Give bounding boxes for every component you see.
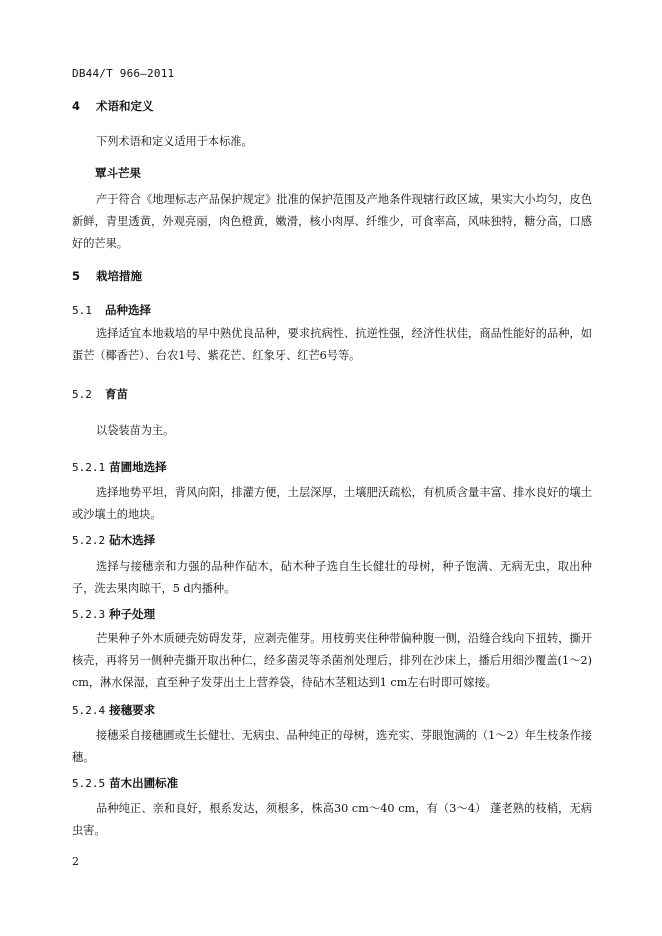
section-number: 5.1 [72, 304, 92, 317]
section-4-heading [72, 98, 154, 114]
section-5-2-3-heading [72, 606, 155, 622]
section-number: 4 [72, 99, 81, 113]
section-title: 栽培措施 [96, 269, 142, 283]
section-number: 5.2.3 [72, 608, 106, 621]
section-number: 5 [72, 269, 81, 283]
section-5-1-heading [72, 302, 151, 318]
section-title: 苗木出圃标准 [109, 776, 179, 790]
section-title: 品种选择 [105, 303, 151, 317]
section-title: 苗圃地选择 [109, 460, 167, 474]
section-5-2-text: 以袋装苗为主。 [96, 424, 175, 437]
section-number: 5.2 [72, 388, 92, 401]
section-5-2-1-text: 选择地势平坦，背风向阳，排灌方便，土层深厚，土壤肥沃疏松，有机质含量丰富、排水良好的壤土或沙壤土的地块。 [72, 486, 592, 521]
section-5-2-2-text: 选择与接穗亲和力强的品种作砧木，砧木种子选自生长健壮的母树，种子饱满、无病无虫，取出种子，洗去果肉晾干，5 d内播种。 [72, 560, 592, 595]
term-definition: 产于符合《地理标志产品保护规定》批准的保护范围及产地条件现辖行政区域，果实大小均匀，皮色新鲜，青里透黄，外观亮丽，肉色橙黄，嫩滑，核小肉厚、纤维少，可食率高，风味独特，糖分高，口感好的芒果。 [72, 193, 592, 250]
section-number: 5.2.1 [72, 461, 106, 474]
page-number: 2 [72, 855, 79, 868]
section-title: 接穗要求 [109, 703, 156, 717]
section-number: 5.2.5 [72, 777, 106, 790]
section-5-2-4-heading [72, 702, 155, 718]
section-title: 种子处理 [109, 607, 156, 621]
section-title: 育苗 [105, 387, 128, 401]
section-5-2-1-heading [72, 459, 167, 475]
section-5-2-4-text: 接穗采自接穗圃或生长健壮、无病虫、品种纯正的母树，选充实、芽眼饱满的（1～2）年生枝条作接穗。 [72, 729, 592, 764]
section-title: 砧木选择 [109, 533, 156, 547]
section-5-2-5-text: 品种纯正、亲和良好，根系发达，须根多，株高30 cm～40 cm，有（3～4） 蓬老熟的枝梢，无病虫害。 [72, 802, 592, 837]
document-code: DB44/T 966—2011 [72, 67, 175, 80]
section-5-2-2-heading [72, 532, 155, 548]
term-title: 覃斗芒果 [95, 166, 141, 180]
section-title: 术语和定义 [96, 99, 154, 113]
section-5-2-heading [72, 386, 128, 402]
section-5-1-text: 选择适宜本地栽培的早中熟优良品种，要求抗病性、抗逆性强，经济性状佳，商品性能好的品种，如蛋芒（椰香芒）、台农1号、紫花芒、红象牙、红芒6号等。 [72, 327, 592, 362]
section-5-2-5-heading [72, 775, 178, 791]
section-5-2-3-text: 芒果种子外木质硬壳妨碍发芽，应剥壳催芽。用枝剪夹住种带偏种腹一侧，沿缝合线向下扭转，撕开核壳，再将另一侧种壳撕开取出种仁，经多菌灵等杀菌剂处理后，排列在沙床上，播后用细沙覆盖(1～2) cm，淋水保湿，直至种子发芽出土上营养袋，待砧木茎粗达到1 cm左右时即可嫁接。 [72, 632, 592, 689]
section-4-intro: 下列术语和定义适用于本标准。 [96, 135, 253, 148]
section-number: 5.2.4 [72, 704, 106, 717]
section-5-heading [72, 268, 142, 284]
section-number: 5.2.2 [72, 534, 106, 547]
